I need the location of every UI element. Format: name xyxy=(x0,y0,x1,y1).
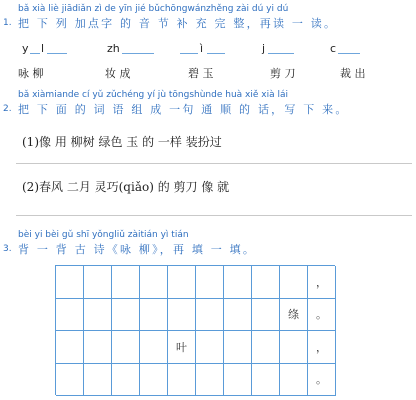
grid-cell-blank[interactable] xyxy=(84,299,112,332)
grid-cell-blank[interactable] xyxy=(56,331,84,364)
pinyin-blank-4[interactable] xyxy=(268,53,294,54)
grid-cell-blank[interactable] xyxy=(196,299,224,332)
grid-cell-blank[interactable] xyxy=(280,266,308,299)
grid-cell-blank[interactable] xyxy=(112,364,140,397)
grid-cell-blank[interactable] xyxy=(112,331,140,364)
q2-pinyin: bǎ xiàmiande cí yǔ zǔchéng yí jù tōngshùnde huà xiě xià lái xyxy=(18,90,288,100)
grid-cell-blank[interactable] xyxy=(140,364,168,397)
q3-number: 3. xyxy=(3,244,12,254)
grid-cell-blank[interactable] xyxy=(196,331,224,364)
pinyin-blank-5[interactable] xyxy=(338,53,360,54)
grid-cell-blank[interactable] xyxy=(168,266,196,299)
pinyin-blank-1-prefix: y xyxy=(22,42,29,55)
pinyin-blank-4-prefix: j xyxy=(262,42,266,55)
grid-cell-blank[interactable] xyxy=(224,331,252,364)
grid-cell-blank[interactable] xyxy=(56,364,84,397)
q2-instruction: 把 下 面 的 词 语 组 成 一句 通 顺 的 话，写 下 来。 xyxy=(18,103,349,116)
grid-cell-blank[interactable] xyxy=(84,266,112,299)
grid-cell-blank[interactable] xyxy=(280,364,308,397)
grid-cell-blank[interactable] xyxy=(84,331,112,364)
grid-cell-blank[interactable] xyxy=(112,266,140,299)
grid-cell-blank[interactable] xyxy=(196,364,224,397)
grid-cell-blank[interactable] xyxy=(140,266,168,299)
grid-cell-given: 。 xyxy=(308,364,336,397)
grid-cell-given: ， xyxy=(308,331,336,364)
pinyin-blank-3a[interactable] xyxy=(180,53,198,54)
grid-cell-blank[interactable] xyxy=(224,364,252,397)
pinyin-blank-2-prefix: zh xyxy=(107,42,120,55)
word-3: 碧 玉 xyxy=(188,67,214,80)
word-5: 裁 出 xyxy=(340,67,366,80)
grid-cell-blank[interactable] xyxy=(224,266,252,299)
word-1: 咏 柳 xyxy=(18,67,44,80)
sentence-words-2: (2)春风 二月 灵巧(qiǎo) 的 剪刀 像 就 xyxy=(22,180,230,194)
grid-cell-blank[interactable] xyxy=(112,299,140,332)
answer-line-2[interactable] xyxy=(16,215,412,216)
q1-pinyin: bǎ xià liè jiādiǎn zì de yīn jié bǔchōngwánzhěng zài dú yi dú xyxy=(18,4,289,14)
q2-number: 2. xyxy=(3,104,12,114)
poem-grid xyxy=(55,265,335,395)
grid-cell-blank[interactable] xyxy=(252,331,280,364)
grid-cell-given: 绦 xyxy=(280,299,308,332)
q3-pinyin: bèi yi bèi gǔ shī yǒngliǔ zàitián yì tián xyxy=(18,230,189,240)
pinyin-blank-1b[interactable] xyxy=(47,53,67,54)
grid-cell-blank[interactable] xyxy=(56,299,84,332)
grid-cell-blank[interactable] xyxy=(280,331,308,364)
word-2: 妆 成 xyxy=(105,67,131,80)
pinyin-blank-1-mid: l xyxy=(41,42,45,55)
pinyin-blank-3-mid: ì xyxy=(200,42,204,55)
q3-instruction: 背 一 背 古 诗《咏 柳》，再 填 一 填。 xyxy=(18,243,257,256)
grid-cell-blank[interactable] xyxy=(196,266,224,299)
grid-cell-blank[interactable] xyxy=(224,299,252,332)
word-4: 剪 刀 xyxy=(270,67,296,80)
q1-number: 1. xyxy=(3,18,12,28)
grid-cell-blank[interactable] xyxy=(252,266,280,299)
grid-cell-blank[interactable] xyxy=(168,299,196,332)
pinyin-blank-2[interactable] xyxy=(122,53,154,54)
grid-cell-given: 。 xyxy=(308,299,336,332)
grid-cell-blank[interactable] xyxy=(140,331,168,364)
sentence-words-1: (1)像 用 柳树 绿色 玉 的 一样 装扮过 xyxy=(22,135,222,149)
q1-instruction: 把 下 列 加点字 的 音 节 补 充 完 整，再读 一 读。 xyxy=(18,17,338,30)
pinyin-blank-1a[interactable] xyxy=(30,53,40,54)
grid-cell-blank[interactable] xyxy=(140,299,168,332)
grid-cell-blank[interactable] xyxy=(84,364,112,397)
grid-cell-given: ， xyxy=(308,266,336,299)
answer-line-1[interactable] xyxy=(16,163,412,164)
grid-cell-blank[interactable] xyxy=(252,364,280,397)
grid-cell-blank[interactable] xyxy=(168,364,196,397)
pinyin-blank-3b[interactable] xyxy=(207,53,225,54)
grid-cell-blank[interactable] xyxy=(252,299,280,332)
grid-cell-blank[interactable] xyxy=(56,266,84,299)
pinyin-blank-5-prefix: c xyxy=(330,42,337,55)
grid-cell-given: 叶 xyxy=(168,331,196,364)
